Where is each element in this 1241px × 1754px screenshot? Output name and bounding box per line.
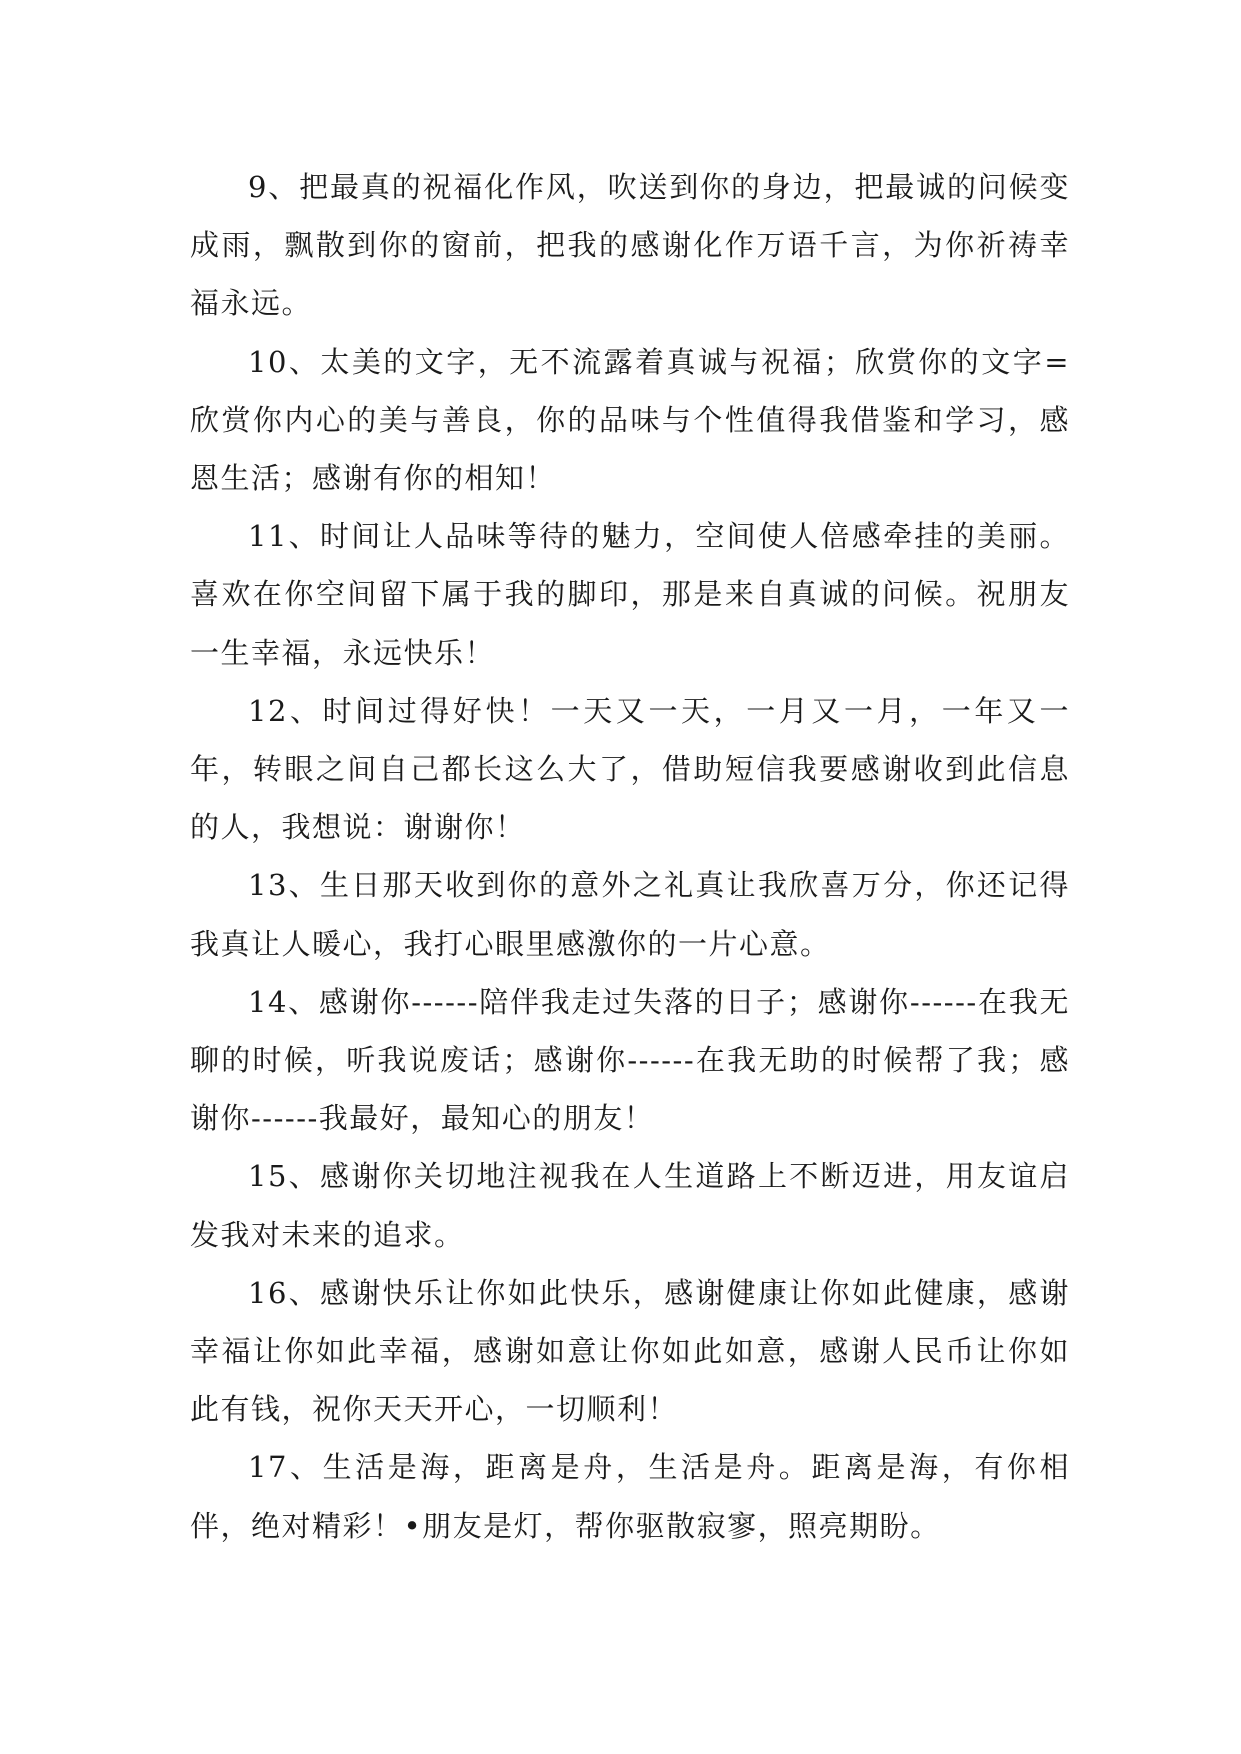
- paragraph-15: 15、感谢你关切地注视我在人生道路上不断迈进，用友谊启发我对未来的追求。: [190, 1159, 1070, 1252]
- paragraph-13: 13、生日那天收到你的意外之礼真让我欣喜万分，你还记得我真让人暖心，我打心眼里感激你的一片心意。: [190, 868, 1070, 961]
- paragraph-10: 10、太美的文字，无不流露着真诚与祝福；欣赏你的文字=欣赏你内心的美与善良，你的品味与个性值得我借鉴和学习，感恩生活；感谢有你的相知！: [190, 344, 1070, 496]
- paragraph-14: 14、感谢你------陪伴我走过失落的日子；感谢你------在我无聊的时候，听我说废话；感谢你------在我无助的时候帮了我；感谢你------我最好，最知心的朋友！: [190, 984, 1070, 1136]
- paragraph-17: 17、生活是海，距离是舟，生活是舟。距离是海，有你相伴，绝对精彩！•朋友是灯，帮你驱散寂寥，照亮期盼。: [190, 1450, 1070, 1543]
- document-body: [190, 158, 1070, 1555]
- paragraph-9: 9、把最真的祝福化作风，吹送到你的身边，把最诚的问候变成雨，飘散到你的窗前，把我的感谢化作万语千言，为你祈祷幸福永远。: [190, 170, 1070, 321]
- paragraph-12: 12、时间过得好快！一天又一天，一月又一月，一年又一年，转眼之间自己都长这么大了，借助短信我要感谢收到此信息的人，我想说：谢谢你！: [190, 693, 1070, 845]
- paragraph-16: 16、感谢快乐让你如此快乐，感谢健康让你如此健康，感谢幸福让你如此幸福，感谢如意让你如此如意，感谢人民币让你如此有钱，祝你天天开心，一切顺利！: [190, 1275, 1070, 1427]
- paragraph-11: 11、时间让人品味等待的魅力，空间使人倍感牵挂的美丽。喜欢在你空间留下属于我的脚印，那是来自真诚的问候。祝朋友一生幸福，永远快乐！: [190, 519, 1070, 670]
